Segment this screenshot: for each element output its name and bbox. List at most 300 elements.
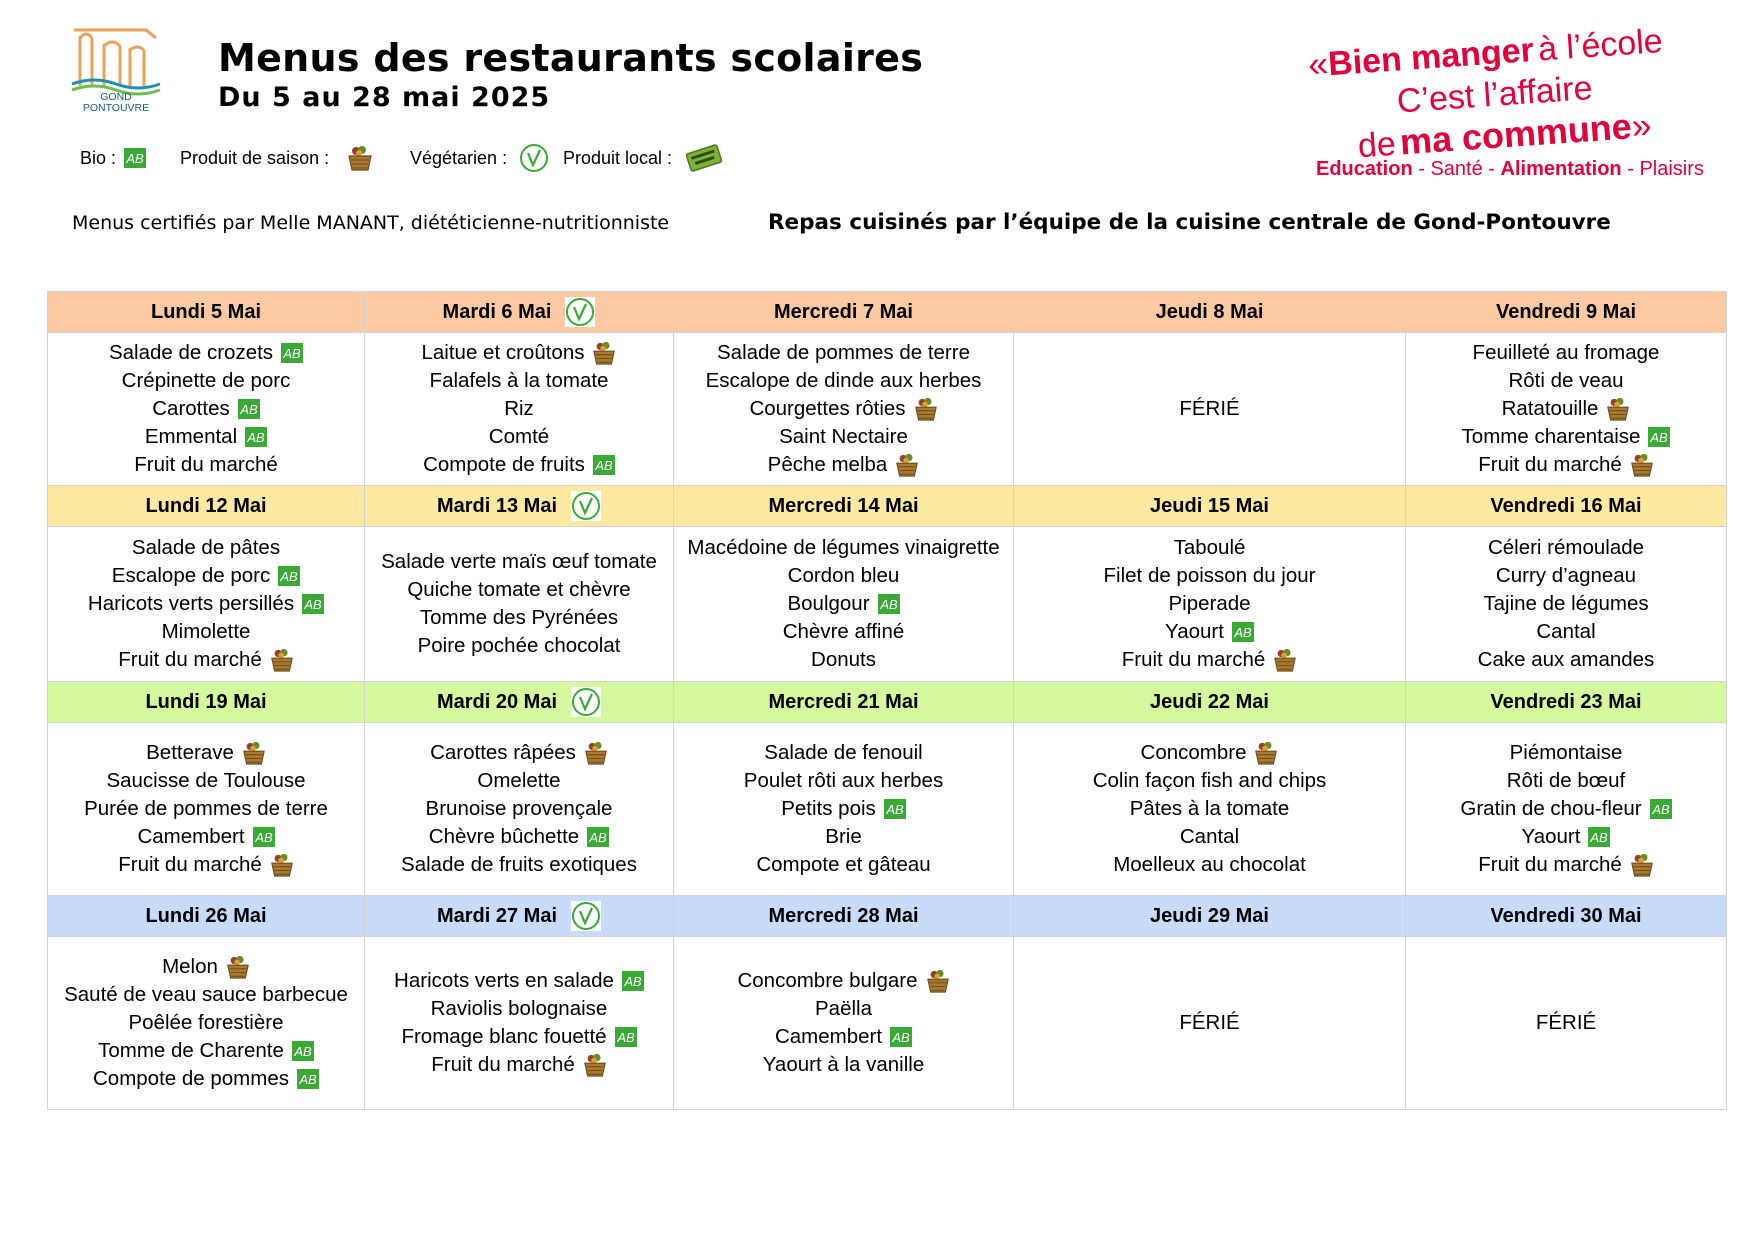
svg-text:AB: AB — [879, 597, 898, 612]
day-label: Mardi 20 Mai — [436, 690, 558, 713]
menu-item-text: Courgettes rôties — [749, 397, 906, 420]
basket-icon — [1630, 451, 1654, 479]
day-header — [365, 896, 674, 937]
svg-text:AB: AB — [126, 151, 144, 166]
menu-item — [1406, 590, 1726, 618]
menu-item-text: Rôti de veau — [1508, 369, 1624, 392]
day-menu-cell — [48, 723, 365, 896]
menu-item — [1406, 646, 1726, 674]
menu-table — [47, 291, 1727, 1110]
legend-bio-label: Bio : — [80, 147, 117, 168]
day-label: Jeudi 15 Mai — [1150, 494, 1269, 517]
menu-item-text: Macédoine de légumes vinaigrette — [687, 536, 1000, 559]
day-header — [48, 486, 365, 527]
menu-item-text: Fruit du marché — [1478, 453, 1622, 476]
slogan-line3-close: » — [1630, 103, 1653, 147]
menu-item — [48, 451, 364, 479]
menu-item — [48, 739, 364, 767]
day-header — [674, 682, 1014, 723]
day-header — [1406, 486, 1727, 527]
day-label: Mercredi 7 Mai — [774, 300, 913, 323]
day-header — [1014, 486, 1406, 527]
menu-item — [365, 548, 673, 576]
svg-text:AB: AB — [1650, 430, 1669, 445]
menu-item-text: Emmental — [144, 425, 238, 448]
basket-icon — [226, 953, 250, 981]
bio-icon — [622, 971, 644, 991]
menu-item — [674, 646, 1013, 674]
slogan-line2: C’est l’affaire — [1395, 69, 1594, 121]
menu-item-text: Purée de pommes de terre — [84, 797, 328, 820]
menu-item-text: Poire pochée chocolat — [417, 634, 621, 657]
slogan-tag-alimentation: Alimentation — [1500, 158, 1622, 180]
week-header-row — [48, 486, 1727, 527]
menu-item — [365, 423, 673, 451]
svg-text:AB: AB — [283, 346, 301, 361]
menu-item-text: Cantal — [1179, 825, 1240, 848]
menu-item-text: Taboulé — [1173, 536, 1246, 559]
menu-item-text: Concombre — [1140, 741, 1247, 764]
menu-item — [1406, 451, 1726, 479]
day-label: Lundi 12 Mai — [145, 494, 267, 517]
day-header — [1014, 896, 1406, 937]
menu-item — [1406, 823, 1726, 851]
day-menu-cell — [365, 527, 674, 682]
menu-item — [674, 451, 1013, 479]
menu-item — [1406, 423, 1726, 451]
menu-item-text: Salade de fenouil — [764, 741, 923, 764]
menu-item-text: Quiche tomate et chèvre — [407, 578, 631, 601]
slogan-line1-open: « — [1306, 42, 1330, 85]
day-label: Mercredi 21 Mai — [768, 690, 919, 713]
menu-item — [674, 823, 1013, 851]
menu-item-text: Fromage blanc fouetté — [401, 1025, 607, 1048]
menu-item — [1406, 767, 1726, 795]
menu-item-text: Boulgour — [787, 592, 870, 615]
day-label: Lundi 26 Mai — [145, 904, 267, 927]
menu-item-text: Omelette — [477, 769, 561, 792]
menu-item — [1014, 795, 1405, 823]
svg-text:AB: AB — [892, 1030, 910, 1045]
menu-item — [48, 395, 364, 423]
legend-saison — [180, 140, 373, 176]
day-label: Mercredi 14 Mai — [768, 494, 919, 517]
menu-item-text: Compote et gâteau — [756, 853, 931, 876]
menu-item — [1014, 562, 1405, 590]
menu-item — [1406, 851, 1726, 879]
day-menu-cell — [674, 723, 1014, 896]
day-menu-cell — [48, 333, 365, 486]
menu-item-text: Concombre bulgare — [737, 969, 918, 992]
basket-icon — [914, 395, 938, 423]
day-menu-cell — [1406, 333, 1727, 486]
menu-item — [1014, 646, 1405, 674]
bio-icon — [593, 455, 615, 475]
menu-item-text: Fruit du marché — [1121, 648, 1266, 671]
menu-item-text: Escalope de dinde aux herbes — [705, 369, 982, 392]
ferie-label: FÉRIÉ — [1179, 397, 1240, 420]
day-label: Jeudi 22 Mai — [1150, 690, 1269, 713]
basket-icon — [1273, 646, 1297, 674]
day-label: Jeudi 29 Mai — [1150, 904, 1269, 927]
svg-text:AB: AB — [624, 974, 642, 989]
bio-icon — [124, 148, 146, 168]
legend-saison-label: Produit de saison : — [180, 147, 330, 168]
day-label: Vendredi 30 Mai — [1490, 904, 1642, 927]
page-subtitle: Du 5 au 28 mai 2025 — [218, 82, 551, 113]
menu-item — [48, 618, 364, 646]
menu-item — [48, 851, 364, 879]
menu-item-text: Saucisse de Toulouse — [106, 769, 306, 792]
legend-local — [563, 140, 724, 176]
svg-text:AB: AB — [299, 1072, 317, 1087]
menu-item — [365, 395, 673, 423]
menu-item-text: Camembert — [774, 1025, 883, 1048]
bio-icon — [238, 399, 260, 419]
day-header — [48, 682, 365, 723]
menu-item — [48, 767, 364, 795]
week-menu-row — [48, 937, 1727, 1110]
menu-item — [48, 590, 364, 618]
menu-item-text: Donuts — [811, 648, 876, 671]
bio-icon — [615, 1027, 637, 1047]
menu-item — [48, 823, 364, 851]
menu-item — [365, 339, 673, 367]
logo-text: GOND PONTOUVRE — [82, 91, 150, 114]
day-label: Jeudi 8 Mai — [1155, 300, 1264, 323]
menu-item-text: Petits pois — [781, 797, 876, 820]
basket-icon — [1630, 851, 1654, 879]
bio-icon — [878, 594, 900, 614]
day-menu-cell — [48, 527, 365, 682]
menu-item-text: Compote de fruits — [423, 453, 585, 476]
menu-item — [365, 576, 673, 604]
svg-text:AB: AB — [304, 597, 322, 612]
day-menu-cell — [365, 723, 674, 896]
menu-item — [1406, 739, 1726, 767]
legend-vegetarien-label: Végétarien : — [410, 147, 508, 168]
menu-item — [674, 767, 1013, 795]
menu-item-text: Melon — [162, 955, 218, 978]
menu-item-text: Riz — [504, 397, 534, 420]
menu-item-text: Tomme charentaise — [1461, 425, 1641, 448]
slogan-tag-education: Education — [1316, 158, 1413, 180]
day-label: Vendredi 23 Mai — [1490, 690, 1642, 713]
menu-item — [674, 851, 1013, 879]
day-menu-cell — [1014, 937, 1406, 1110]
menu-item-text: Escalope de porc — [111, 564, 271, 587]
day-header — [1014, 292, 1406, 333]
menu-item-text: Chèvre bûchette — [428, 825, 580, 848]
cuisine-text: Repas cuisinés par l’équipe de la cuisine centrale de Gond-Pontouvre — [768, 210, 1611, 235]
menu-item — [365, 851, 673, 879]
menu-item — [674, 534, 1013, 562]
menu-item-text: Saint Nectaire — [779, 425, 908, 448]
menu-item — [674, 618, 1013, 646]
day-menu-cell — [674, 527, 1014, 682]
day-menu-cell — [1014, 333, 1406, 486]
week-header-row — [48, 682, 1727, 723]
menu-item-text: Cake aux amandes — [1477, 648, 1655, 671]
vegetarian-icon — [571, 901, 601, 931]
menu-item — [1014, 767, 1405, 795]
week-menu-row — [48, 723, 1727, 896]
legend-bio — [80, 140, 146, 176]
vegetarian-icon — [571, 491, 601, 521]
basket-icon — [1606, 395, 1630, 423]
menu-item-text: Poêlée forestière — [128, 1011, 284, 1034]
menu-item-text: Laitue et croûtons — [421, 341, 585, 364]
menu-item-text: Sauté de veau sauce barbecue — [64, 983, 348, 1006]
day-header — [1014, 682, 1406, 723]
menu-item — [48, 795, 364, 823]
menu-item-text: Pâtes à la tomate — [1129, 797, 1290, 820]
svg-text:Education - Santé: Education - Santé - Alimentation - Plaisirs — [1316, 158, 1704, 180]
menu-item-text: Piémontaise — [1509, 741, 1623, 764]
legend-vegetarien — [410, 140, 549, 176]
day-header — [365, 486, 674, 527]
menu-item — [1014, 618, 1405, 646]
menu-item — [1406, 339, 1726, 367]
menu-item-text: Fruit du marché — [134, 453, 278, 476]
menu-item-text: Haricots verts en salade — [394, 969, 614, 992]
day-header — [365, 682, 674, 723]
menu-item — [365, 367, 673, 395]
menu-item — [674, 562, 1013, 590]
basket-icon — [926, 967, 950, 995]
menu-item — [365, 1023, 673, 1051]
slogan-bien-manger — [1300, 14, 1740, 184]
menu-item — [674, 967, 1013, 995]
day-menu-cell — [48, 937, 365, 1110]
bio-icon — [302, 594, 324, 614]
menu-item-text: Raviolis bolognaise — [430, 997, 608, 1020]
menu-item — [674, 367, 1013, 395]
menu-item-text: Poulet rôti aux herbes — [743, 769, 944, 792]
menu-item-text: Yaourt — [1165, 620, 1224, 643]
menu-item — [365, 739, 673, 767]
day-menu-cell — [674, 937, 1014, 1110]
menu-item-text: Paëlla — [815, 997, 872, 1020]
slogan-line3-light: de — [1356, 124, 1398, 166]
basket-icon — [1254, 739, 1278, 767]
menu-item — [48, 562, 364, 590]
bio-icon — [1648, 427, 1670, 447]
bio-icon — [245, 427, 267, 447]
menu-item — [48, 534, 364, 562]
day-label: Mardi 27 Mai — [436, 904, 558, 927]
menu-item — [1014, 851, 1405, 879]
menu-item — [48, 646, 364, 674]
menu-item-text: Chèvre affiné — [782, 620, 905, 643]
menu-item-text: Brie — [825, 825, 862, 848]
menu-item-text: Salade de crozets — [108, 341, 274, 364]
day-menu-cell — [1406, 937, 1727, 1110]
menu-item — [1406, 367, 1726, 395]
bio-icon — [587, 827, 609, 847]
bio-icon — [278, 566, 300, 586]
svg-text:AB: AB — [254, 830, 273, 845]
menu-item — [1014, 739, 1405, 767]
menu-item-text: Tomme des Pyrénées — [419, 606, 619, 629]
basket-icon — [584, 739, 608, 767]
day-label: Lundi 5 Mai — [151, 300, 261, 323]
menu-item — [48, 339, 364, 367]
day-menu-cell — [365, 333, 674, 486]
menu-item-text: Rôti de bœuf — [1506, 769, 1626, 792]
day-header — [674, 486, 1014, 527]
menu-item — [674, 1051, 1013, 1079]
menu-item — [48, 1009, 364, 1037]
menu-item-text: Fruit du marché — [1478, 853, 1622, 876]
menu-item — [48, 1065, 364, 1093]
day-menu-cell — [1014, 723, 1406, 896]
menu-item — [365, 995, 673, 1023]
day-menu-cell — [1014, 527, 1406, 682]
menu-item-text: Yaourt à la vanille — [762, 1053, 925, 1076]
menu-item — [1406, 618, 1726, 646]
day-header — [1406, 292, 1727, 333]
menu-item-text: Curry d’agneau — [1495, 564, 1637, 587]
day-label: Mardi 13 Mai — [436, 494, 558, 517]
day-header — [1406, 682, 1727, 723]
menu-item-text: Salade de fruits exotiques — [401, 853, 637, 876]
bio-icon — [281, 343, 303, 363]
menu-item-text: Moelleux au chocolat — [1113, 853, 1306, 876]
menu-item — [1014, 534, 1405, 562]
day-header — [674, 896, 1014, 937]
svg-text:AB: AB — [294, 1044, 312, 1059]
menu-item — [48, 1037, 364, 1065]
day-header — [1406, 896, 1727, 937]
local-product-icon — [684, 143, 724, 173]
day-menu-cell — [365, 937, 674, 1110]
svg-text:AB: AB — [886, 802, 904, 817]
bio-icon — [297, 1069, 319, 1089]
menu-item — [674, 995, 1013, 1023]
menu-item — [365, 967, 673, 995]
week-header-row — [48, 896, 1727, 937]
menu-item — [674, 339, 1013, 367]
menu-item-text: Brunoise provençale — [425, 797, 613, 820]
bio-icon — [884, 799, 906, 819]
certification-text: Menus certifiés par Melle MANANT, diététicienne-nutritionniste — [72, 212, 670, 234]
menu-item — [365, 632, 673, 660]
svg-text:AB: AB — [1234, 625, 1252, 640]
ferie-label: FÉRIÉ — [1179, 1011, 1240, 1034]
basket-icon — [347, 144, 373, 172]
menu-item — [674, 590, 1013, 618]
menu-item — [674, 395, 1013, 423]
menu-item — [365, 795, 673, 823]
menu-item-text: Ratatouille — [1501, 397, 1599, 420]
bio-icon — [890, 1027, 912, 1047]
vegetarian-icon — [519, 143, 549, 173]
basket-icon — [583, 1051, 607, 1079]
svg-text:AB: AB — [240, 402, 258, 417]
menu-item — [1406, 562, 1726, 590]
menu-item-text: Colin façon fish and chips — [1092, 769, 1327, 792]
slogan-line1-bold: Bien manger — [1326, 31, 1535, 84]
menu-item-text: Filet de poisson du jour — [1103, 564, 1316, 587]
day-label: Vendredi 16 Mai — [1490, 494, 1642, 517]
menu-item-text: Carottes — [152, 397, 230, 420]
svg-text:AB: AB — [1590, 830, 1609, 845]
legend-local-label: Produit local : — [563, 147, 673, 168]
menu-item-text: Crépinette de porc — [121, 369, 291, 392]
menu-item-text: Pêche melba — [767, 453, 888, 476]
menu-item — [48, 423, 364, 451]
day-label: Vendredi 9 Mai — [1495, 300, 1637, 323]
vegetarian-icon — [571, 687, 601, 717]
menu-item-text: Piperade — [1168, 592, 1251, 615]
menu-item-text: Tajine de légumes — [1483, 592, 1649, 615]
menu-item-text: Salade de pommes de terre — [717, 341, 970, 364]
menu-item — [1406, 395, 1726, 423]
menu-item — [48, 981, 364, 1009]
slogan-tag-sante: Santé — [1430, 158, 1483, 180]
menu-item-text: Falafels à la tomate — [429, 369, 609, 392]
week-menu-row — [48, 333, 1727, 486]
menu-item-text: Mimolette — [161, 620, 251, 643]
menu-item-text: Cordon bleu — [787, 564, 900, 587]
menu-item-text: Camembert — [137, 825, 245, 848]
day-menu-cell — [1406, 723, 1727, 896]
bio-icon — [253, 827, 275, 847]
slogan-tag-plaisirs: Plaisirs — [1639, 158, 1704, 180]
menu-item-text: Cantal — [1536, 620, 1596, 643]
svg-text:AB: AB — [1651, 802, 1670, 817]
basket-icon — [592, 339, 616, 367]
menu-item-text: Tomme de Charente — [98, 1039, 284, 1062]
day-header — [674, 292, 1014, 333]
ferie-label: FÉRIÉ — [1535, 1011, 1597, 1034]
page-title: Menus des restaurants scolaires — [218, 36, 924, 80]
week-header-row — [48, 292, 1727, 333]
menu-item-text: Haricots verts persillés — [87, 592, 295, 615]
menu-item-text: Feuilleté au fromage — [1472, 341, 1660, 364]
menu-item — [674, 795, 1013, 823]
day-header — [48, 896, 365, 937]
basket-icon — [270, 851, 294, 879]
svg-text:«Bien manger à l’école — [1307, 19, 1664, 85]
menu-item-text: Salade de pâtes — [131, 536, 281, 559]
svg-text:AB: AB — [595, 458, 613, 473]
menu-item-text: Salade verte maïs œuf tomate — [381, 550, 657, 573]
menu-item-text: Fruit du marché — [431, 1053, 575, 1076]
basket-icon — [242, 739, 266, 767]
menu-item — [1014, 823, 1405, 851]
menu-item-text: Gratin de chou-fleur — [1460, 797, 1642, 820]
menu-item — [1406, 534, 1726, 562]
menu-item — [1406, 795, 1726, 823]
menu-item-text: Compote de pommes — [93, 1067, 289, 1090]
bio-icon — [1232, 622, 1254, 642]
day-label: Lundi 19 Mai — [145, 690, 267, 713]
svg-text:AB: AB — [247, 430, 265, 445]
menu-item — [365, 823, 673, 851]
menu-item — [365, 604, 673, 632]
menu-item-text: Fruit du marché — [118, 648, 262, 671]
menu-item-text: Céleri rémoulade — [1487, 536, 1645, 559]
menu-item-text: Betterave — [146, 741, 234, 764]
slogan-line1-rest: à l’école — [1536, 21, 1664, 69]
menu-item-text: Yaourt — [1521, 825, 1581, 848]
vegetarian-icon — [565, 297, 595, 327]
menu-item-text: Fruit du marché — [118, 853, 262, 876]
day-header — [365, 292, 674, 333]
day-menu-cell — [674, 333, 1014, 486]
